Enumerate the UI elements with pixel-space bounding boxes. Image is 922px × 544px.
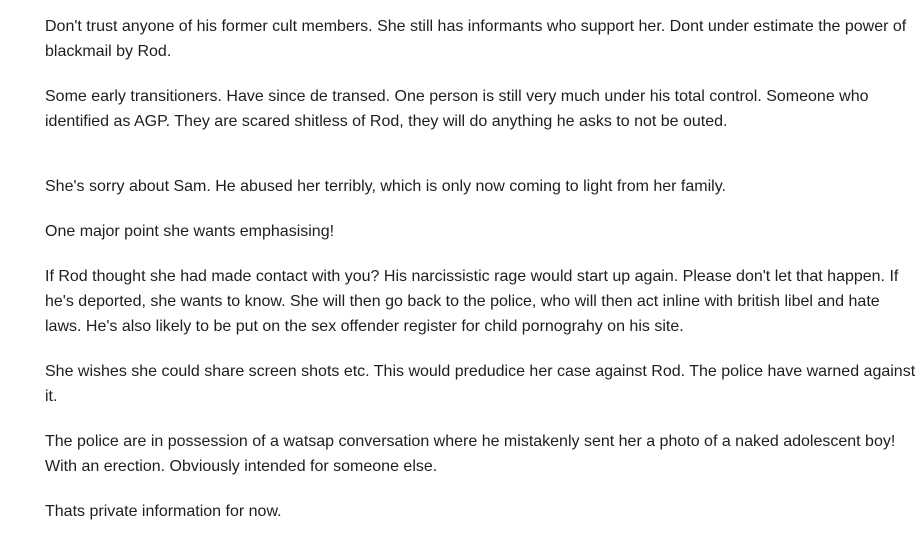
- paragraph: Thats private information for now.: [45, 503, 282, 520]
- document-body: [45, 14, 917, 544]
- paragraph: One major point she wants emphasising!: [45, 223, 335, 240]
- paragraph: Some early transitioners. Have since de transed. One person is still very much under his total control. Someone who identified as AGP. They are scared shitless of Rod, they will do anything he asks to not be outed.: [45, 88, 869, 130]
- paragraph: She's sorry about Sam. He abused her terribly, which is only now coming to light from her family.: [45, 178, 726, 195]
- paragraph: She wishes she could share screen shots etc. This would predudice her case against Rod. The police have warned against it.: [45, 363, 916, 405]
- paragraph: If Rod thought she had made contact with you? His narcissistic rage would start up again. Please don't let that happen. If he's deported, she wants to know. She will then go back to the police, who will then act inline with british libel and hate laws. He's also likely to be put on the sex offender register for child pornograhy on his site.: [45, 268, 899, 335]
- paragraph: The police are in possession of a watsap conversation where he mistakenly sent her a photo of a naked adolescent boy! With an erection. Obviously intended for someone else.: [45, 433, 896, 475]
- paragraph: Don't trust anyone of his former cult members. She still has informants who support her. Dont under estimate the power of blackmail by Rod.: [45, 18, 907, 60]
